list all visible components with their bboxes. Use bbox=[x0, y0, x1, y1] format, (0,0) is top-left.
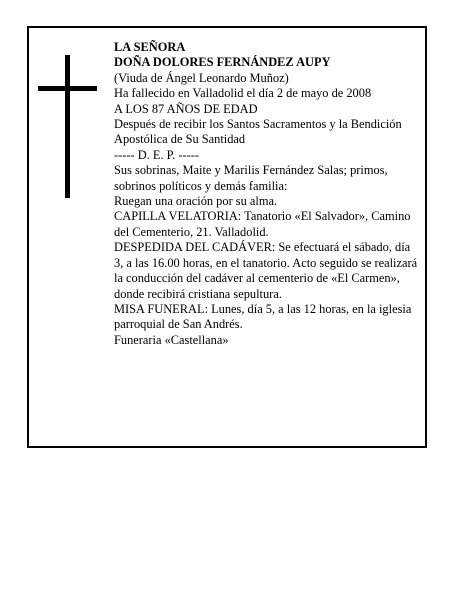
obituary-text bbox=[114, 40, 420, 348]
prayer-request: Ruegan una oración por su alma. bbox=[114, 194, 278, 209]
notice-title: LA SEÑORA bbox=[114, 40, 186, 54]
procession-info: DESPEDIDA DEL CADÁVER: Se efectuará el sábado, día 3, a las 16.00 horas, en el tanatorio. Acto seguido se realizará la conducción del cadáver al cementerio de «El Carmen», donde recibirá cristiana sepultura. bbox=[114, 240, 418, 301]
death-statement: Ha fallecido en Valladolid el día 2 de mayo de 2008 bbox=[114, 86, 372, 101]
mass-info: MISA FUNERAL: Lunes, día 5, a las 12 horas, en la iglesia parroquial de San Andrés. bbox=[114, 301, 412, 332]
cross-icon bbox=[38, 55, 97, 198]
cross-horizontal-bar bbox=[38, 86, 97, 91]
family-statement: Sus sobrinas, Maite y Marilis Fernández Salas; primos, sobrinos políticos y demás familia: bbox=[114, 163, 388, 193]
funeral-home: Funeraria «Castellana» bbox=[114, 332, 229, 347]
chapel-info: CAPILLA VELATORIA: Tanatorio «El Salvador», Camino del Cementerio, 21. Valladolid. bbox=[114, 209, 411, 239]
cross-vertical-bar bbox=[65, 55, 70, 198]
rip-line: ----- D. E. P. ----- bbox=[114, 147, 199, 162]
sacraments-statement: Después de recibir los Santos Sacramentos y la Bendición Apostólica de Su Santidad bbox=[114, 117, 402, 147]
age-statement: A LOS 87 AÑOS DE EDAD bbox=[114, 101, 258, 116]
deceased-name: DOÑA DOLORES FERNÁNDEZ AUPY bbox=[114, 55, 331, 70]
widow-of: (Viuda de Ángel Leonardo Muñoz) bbox=[114, 70, 289, 85]
